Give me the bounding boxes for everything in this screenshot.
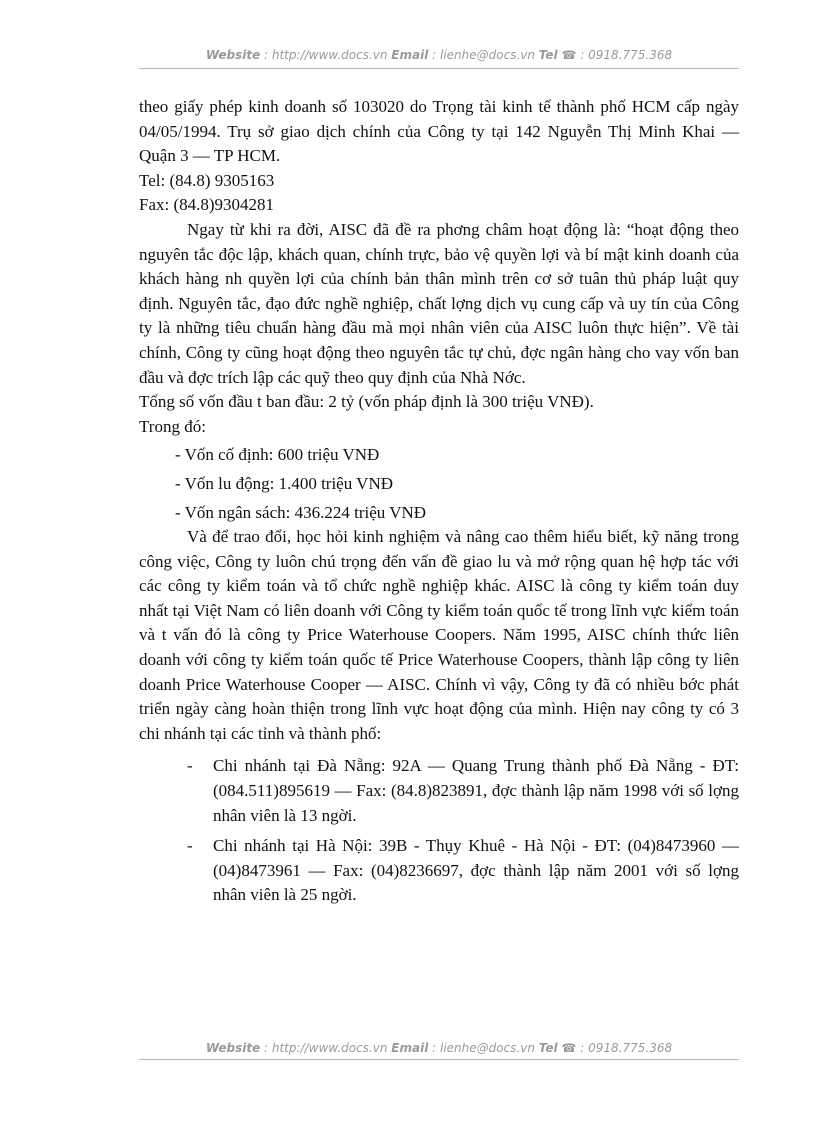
- phone-icon: ☎: [561, 48, 577, 62]
- header-website-label: Website: [205, 48, 261, 62]
- contact-tel: Tel: (84.8) 9305163: [139, 170, 275, 190]
- branch-danang: Chi nhánh tại Đà Nẵng: 92A — Quang Trung thành phố Đà Nẵng - ĐT: (084.511)895619 — Fax: (84.8)823891, đợc thành lập năm 1998 với số lợng nhân viên là 13 ngời.: [213, 756, 739, 825]
- list-item: - Vốn ngân sách: 436.224 triệu VNĐ: [175, 502, 427, 522]
- branch-hanoi: Chi nhánh tại Hà Nội: 39B - Thụy Khuê - Hà Nội - ĐT: (04)8473960 — (04)8473961 — Fax: (04)8236697, đợc thành lập năm 2001 với số lợng nhân viên là 25 ngời.: [213, 836, 739, 905]
- footer-website-label: Website: [205, 1041, 261, 1055]
- contact-fax: Fax: (84.8)9304281: [139, 195, 275, 215]
- list-item: [139, 754, 739, 828]
- footer-divider: [139, 1059, 739, 1060]
- header-email-label: Email: [391, 48, 429, 62]
- footer-website-url[interactable]: : http://www.docs.vn: [260, 1041, 392, 1055]
- list-item: - Vốn lu động: 1.400 triệu VNĐ: [175, 473, 394, 493]
- footer-email-label: Email: [391, 1041, 429, 1055]
- footer-tel-label: Tel: [538, 1041, 558, 1055]
- phone-icon: ☎: [561, 1041, 577, 1055]
- paragraph-principles: Ngay từ khi ra đời, AISC đã đề ra phơng châm hoạt động là: “hoạt động theo nguyên tắc độc lập, khách quan, chính trực, bảo vệ quyền lợi và bí mật kinh doanh của khách hàng nh quyền lợi của chính bản thân mình trên cơ sở tuân thủ pháp luật quy định. Nguyên tắc, đạo đức nghề nghiệp, chất lợng dịch vụ cung cấp và uy tín của Công ty là những tiêu chuẩn hàng đầu mà mọi nhân viên của AISC luôn thực hiện”. Về tài chính, Công ty cũng hoạt động theo nguyên tắc tự chủ, đợc ngân hàng cho vay vốn ban đầu và đợc trích lập các quỹ theo quy định của Nhà Nớc.: [139, 219, 739, 387]
- header-website-url[interactable]: : http://www.docs.vn: [260, 48, 392, 62]
- paragraph-license: theo giấy phép kinh doanh số 103020 do Trọng tài kinh tế thành phố HCM cấp ngày 04/05/1994. Trụ sở giao dịch chính của Công ty tại 142 Nguyễn Thị Minh Khai — Quận 3 — TP HCM.: [139, 97, 739, 166]
- footer-tel: : 0918.775.368: [576, 1041, 673, 1055]
- header-tel-label: Tel: [538, 48, 558, 62]
- capital-total: Tổng số vốn đầu t ban đầu: 2 tỷ (vốn pháp định là 300 triệu VNĐ).: [139, 392, 594, 412]
- header-tel: : 0918.775.368: [576, 48, 673, 62]
- paragraph-cooperation: Và để trao đổi, học hỏi kinh nghiệm và nâng cao thêm hiểu biết, kỹ năng trong công việc, Công ty luôn chú trọng đến vấn đề giao lu và mở rộng quan hệ hợp tác với các công ty kiểm toán và tổ chức nghề nghiệp khác. AISC là công ty kiểm toán duy nhất tại Việt Nam có liên doanh với Công ty kiểm toán quốc tế trong lĩnh vực kiểm toán và t vấn đó là công ty Price Waterhouse Coopers. Năm 1995, AISC chính thức liên doanh với công ty kiểm toán quốc tế Price Waterhouse Coopers, thành lập công ty liên doanh Price Waterhouse Cooper — AISC. Chính vì vậy, Công ty đã có nhiều bớc phát triển ngày càng hoàn thiện trong lĩnh vực hoạt động của mình. Hiện nay công ty có 3 chi nhánh tại các tỉnh và thành phố:: [139, 527, 739, 743]
- page-header: [139, 48, 739, 62]
- header-divider: [139, 68, 739, 69]
- list-dash: -: [187, 756, 193, 776]
- list-item: - Vốn cố định: 600 triệu VNĐ: [175, 445, 380, 465]
- list-item: [139, 834, 739, 908]
- page-footer: [139, 1041, 739, 1055]
- header-email[interactable]: : lienhe@docs.vn: [428, 48, 539, 62]
- capital-breakdown-label: Trong đó:: [139, 416, 206, 436]
- document-body: [139, 95, 739, 908]
- footer-email[interactable]: : lienhe@docs.vn: [428, 1041, 539, 1055]
- list-dash: -: [187, 836, 193, 856]
